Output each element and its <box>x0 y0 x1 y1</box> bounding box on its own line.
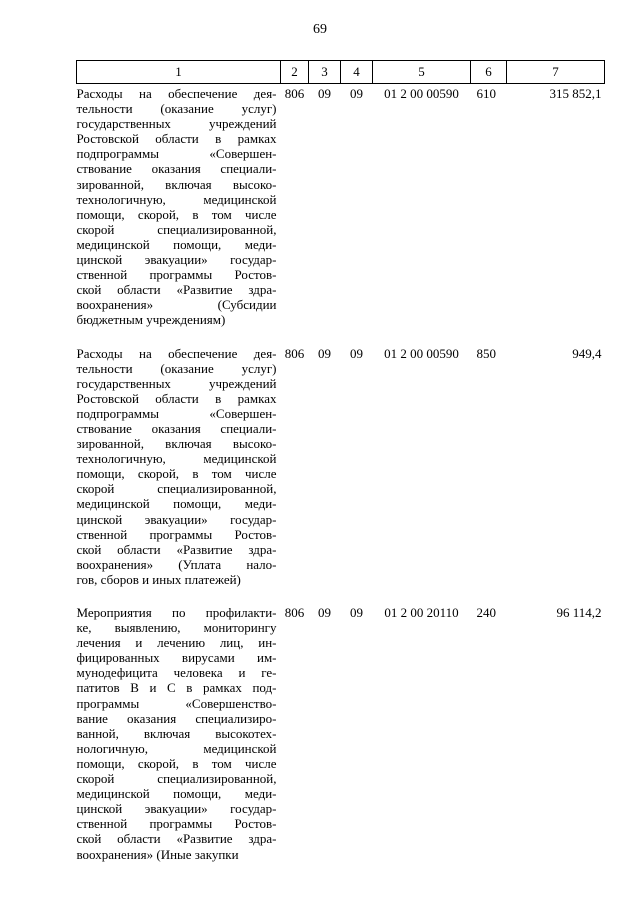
description-line: помощи, скорой, в том числе <box>76 755 277 771</box>
description-line: ствование оказания специали- <box>76 420 277 436</box>
table-row <box>77 344 605 604</box>
description-line: патитов В и С в рамках под- <box>76 680 277 696</box>
description-line: медицинской помощи, меди- <box>76 786 277 802</box>
row-cell-c7: 949,4 <box>572 345 602 361</box>
description-line: Мероприятия по профилакти- <box>76 605 277 620</box>
row-cell-c6: 240 <box>476 605 496 620</box>
description-line: скорой специализированной, <box>76 221 277 237</box>
description-line: технологичную, медицинской <box>76 191 277 207</box>
description-line: бюджетным учреждениям) <box>76 312 226 328</box>
description-line: лечения и лечению лиц, ин- <box>76 635 277 651</box>
column-header-1: 1 <box>77 61 281 84</box>
description-line: ственной программы Ростов- <box>76 267 277 283</box>
description-line: ке, выявлению, мониторингу <box>76 620 277 636</box>
row-description <box>77 344 281 604</box>
description-line: мунодефицита человека и ге- <box>76 665 277 681</box>
description-line: технологичную, медицинской <box>76 451 277 467</box>
row-cell-c4: 09 <box>350 86 363 101</box>
description-line: скорой специализированной, <box>76 481 277 497</box>
description-line: цинской эвакуации» государ- <box>76 252 277 268</box>
description-line: ской области «Развитие здра- <box>76 541 277 557</box>
description-line: Расходы на обеспечение дея- <box>76 86 277 101</box>
row-cell-c7: 96 114,2 <box>556 605 602 620</box>
description-line: тельности (оказание услуг) <box>76 101 277 117</box>
description-line: подпрограммы «Совершен- <box>76 146 277 162</box>
description-line: воохранения» (Иные закупки <box>76 846 239 862</box>
description-line: фицированных вирусами им- <box>76 650 277 666</box>
column-header-2: 2 <box>281 61 309 84</box>
column-header-7: 7 <box>507 61 605 84</box>
row-cell-c6: 850 <box>476 345 496 361</box>
description-line: нологичную, медицинской <box>76 740 277 756</box>
column-header-3: 3 <box>309 61 341 84</box>
description-line: цинской эвакуации» государ- <box>76 801 277 817</box>
row-cell-c7: 315 852,1 <box>549 86 602 101</box>
description-line: зированной, включая высоко- <box>76 176 277 192</box>
description-line: ской области «Развитие здра- <box>76 831 277 847</box>
description-line: государственных учреждений <box>76 375 277 391</box>
row-description <box>77 603 281 878</box>
description-line: Ростовской области в рамках <box>76 131 277 147</box>
description-line: помощи, скорой, в том числе <box>76 206 277 222</box>
page-number: 69 <box>313 22 327 37</box>
column-header-5: 5 <box>373 61 471 84</box>
description-line: ской области «Развитие здра- <box>76 282 277 298</box>
description-line: медицинской помощи, меди- <box>76 236 277 252</box>
row-cell-c5: 01 2 00 00590 <box>384 86 459 101</box>
row-cell-c6: 610 <box>476 86 496 101</box>
description-line: зированной, включая высоко- <box>76 436 277 452</box>
description-line: программы «Совершенство- <box>76 695 277 711</box>
description-line: воохранения» (Уплата нало- <box>76 556 277 572</box>
description-line: вание оказания специализиро- <box>76 710 277 726</box>
row-cell-c4: 09 <box>350 345 363 361</box>
description-line: воохранения» (Субсидии <box>76 297 277 313</box>
table-header-row <box>77 61 605 84</box>
row-cell-c2: 806 <box>284 605 305 620</box>
row-cell-c2: 806 <box>284 86 305 101</box>
description-line: Расходы на обеспечение дея- <box>76 345 277 361</box>
description-line: ственной программы Ростов- <box>76 526 277 542</box>
description-line: цинской эвакуации» государ- <box>76 511 277 527</box>
row-cell-c3: 09 <box>318 605 331 620</box>
description-line: Ростовской области в рамках <box>76 390 277 406</box>
description-line: ственной программы Ростов- <box>76 816 277 832</box>
description-line: скорой специализированной, <box>76 771 277 787</box>
table-row <box>77 84 605 344</box>
row-cell-c3: 09 <box>318 345 331 361</box>
description-line: тельности (оказание услуг) <box>76 360 277 376</box>
description-line: ванной, включая высокотех- <box>76 725 277 741</box>
row-cell-c4: 09 <box>350 605 363 620</box>
description-line: медицинской помощи, меди- <box>76 496 277 512</box>
budget-table <box>76 60 605 878</box>
row-cell-c3: 09 <box>318 86 331 101</box>
description-line: гов, сборов и иных платежей) <box>76 571 241 587</box>
description-line: подпрограммы «Совершен- <box>76 405 277 421</box>
description-line: помощи, скорой, в том числе <box>76 466 277 482</box>
column-header-6: 6 <box>471 61 507 84</box>
row-cell-c2: 806 <box>284 345 305 361</box>
description-line: ствование оказания специали- <box>76 161 277 177</box>
description-line: государственных учреждений <box>76 116 277 132</box>
column-header-4: 4 <box>341 61 373 84</box>
table-body <box>77 84 605 878</box>
row-cell-c5: 01 2 00 00590 <box>384 345 459 361</box>
row-description <box>77 84 281 344</box>
row-cell-c5: 01 2 00 20110 <box>384 605 459 620</box>
table-row <box>77 603 605 878</box>
